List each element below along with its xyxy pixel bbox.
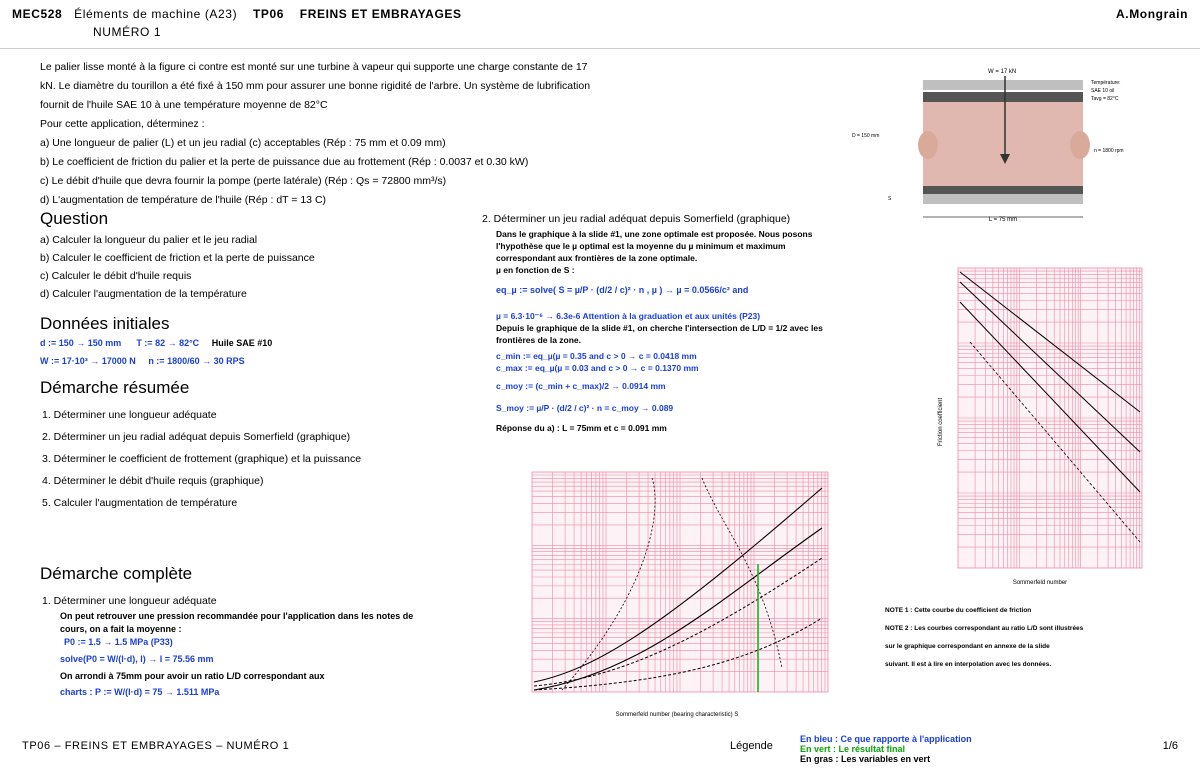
- question-item: a) Calculer la longueur du palier et le jeu radial: [40, 234, 258, 246]
- header-course-line: [12, 7, 462, 21]
- complete-eq2: solve(P0 = W/(l·d), l) → l = 75.56 mm: [60, 654, 214, 664]
- intro-line-2: kN. Le diamètre du tourillon a été fixé à 150 mm pour assurer une bonne rigidité de l'arbre. Un système de lubrification: [40, 80, 591, 92]
- step2-text: correspondant aux frontières de la zone optimale.: [496, 253, 698, 263]
- question-section: [40, 209, 480, 303]
- length-label: L = 75 mm: [988, 217, 1018, 223]
- step2-section: [482, 213, 942, 434]
- course-code: MEC528: [12, 7, 63, 21]
- question-title: Question: [40, 209, 109, 228]
- step2-title: 2. Déterminer un jeu radial adéquat depuis Somerfield (graphique): [482, 213, 791, 225]
- journal-shaft: [923, 102, 1083, 144]
- note: suivant. Il est à lire en interpolation avec les données.: [885, 661, 1052, 668]
- donnees-title: Données initiales: [40, 314, 170, 333]
- legend-blue: En bleu : Ce que rapporte à l'application: [800, 734, 972, 744]
- topic-label: FREINS ET EMBRAYAGES: [299, 7, 462, 21]
- donnees-n: n := 1800/60 → 30 RPS: [148, 356, 245, 366]
- course-title: Éléments de machine (A23): [74, 7, 238, 21]
- question-item: d) Calculer l'augmentation de la température: [40, 288, 247, 300]
- step2-text: Depuis le graphique de la slide #1, on cherche l'intersection de L/D = 1/2 avec les: [496, 323, 823, 333]
- step2-text: µ en fonction de S :: [496, 265, 575, 275]
- resume-step: 4. Déterminer le débit d'huile requis (graphique): [42, 475, 264, 487]
- complete-title: Démarche complète: [40, 564, 193, 583]
- author: A.Mongrain: [1116, 7, 1188, 21]
- notes-block: [885, 602, 1155, 674]
- chart1-xlabel: Sommerfeld number (bearing characteristic) S: [615, 712, 739, 718]
- step2-text: Dans le graphique à la slide #1, une zone optimale est proposée. Nous posons: [496, 229, 813, 239]
- legend-green: En vert : Le résultat final: [800, 744, 906, 754]
- resume-section: [40, 378, 440, 512]
- donnees-t: T := 82 → 82°C: [136, 338, 200, 348]
- intro-line-1: Le palier lisse monté à la figure ci contre est monté sur une turbine à vapeur qui supporte une charge constante de 17: [40, 61, 588, 73]
- resume-step: 3. Déterminer le coefficient de frottement (graphique) et la puissance: [42, 453, 362, 465]
- intro-item: c) Le débit d'huile que devra fournir la pompe (perte latérale) (Rép : Qs = 72800 mm³/s): [40, 175, 447, 187]
- step2-eq-mu: eq_µ := solve( S = µ/P · (d/2 / c)² · n , µ ) → µ = 0.0566/c² and: [496, 285, 749, 295]
- note: sur le graphique correspondant en annexe de la slide: [885, 643, 1050, 650]
- footer-title: TP06 – FREINS ET EMBRAYAGES – NUMÉRO 1: [22, 740, 290, 752]
- step2-cmax: c_max := eq_µ(µ = 0.03 and c > 0 → c = 0.1370 mm: [496, 363, 699, 373]
- bearing-top-bushing: [923, 92, 1083, 102]
- resume-step: 5. Calculer l'augmentation de température: [42, 497, 238, 509]
- legend-block: [800, 734, 972, 764]
- bearing-diagram: [848, 62, 1154, 232]
- complete-eq1: P0 := 1.5 → 1.5 MPa (P33): [64, 637, 173, 647]
- donnees-d: d := 150 → 150 mm: [40, 338, 122, 348]
- step2-smoy: S_moy := µ/P · (d/2 / c)² · n = c_moy → 0.089: [496, 403, 674, 413]
- donnees-w: W := 17·10³ → 17000 N: [40, 356, 136, 366]
- sommerfeld-chart: [522, 468, 830, 726]
- question-item: b) Calculer le coefficient de friction et la perte de puissance: [40, 252, 315, 264]
- complete-step1: 1. Déterminer une longueur adéquate: [42, 595, 217, 607]
- legend-line: SAE 10 oil: [1091, 88, 1115, 94]
- intro-item: b) Le coefficient de friction du palier et la perte de puissance due au frottement (Rép : 0.0037 et 0.30 kW): [40, 156, 529, 168]
- speed-label: n = 1800 rpm: [1094, 148, 1124, 154]
- legend-line: Température:: [1091, 80, 1121, 86]
- bearing-top-housing: [923, 80, 1083, 90]
- chart2-xlabel: Sommerfeld number: [1012, 580, 1068, 586]
- header-divider: [0, 48, 1200, 49]
- step2-text: frontières de la zone.: [496, 335, 582, 345]
- number-label: NUMÉRO 1: [93, 25, 162, 39]
- chart2-ylabel: Friction coefficient: [938, 397, 944, 447]
- intro-line-4: Pour cette application, déterminez :: [40, 118, 205, 130]
- note: NOTE 2 : Les courbes correspondant au ratio L/D sont illustrées: [885, 625, 1084, 632]
- complete-eq3: charts : P := W/(l·d) = 75 → 1.511 MPa: [60, 687, 220, 697]
- note: NOTE 1 : Cette courbe du coefficient de friction: [885, 607, 1032, 614]
- intro-block: [40, 58, 820, 210]
- legend-line: Tavg = 82°C: [1091, 96, 1119, 102]
- intro-line-3: fournit de l'huile SAE 10 à une température moyenne de 82°C: [40, 99, 328, 111]
- resume-title: Démarche résumée: [40, 378, 190, 397]
- donnees-oil: Huile SAE #10: [211, 338, 273, 348]
- diameter-label: D = 150 mm: [852, 133, 880, 139]
- legend-black: En gras : Les variables en vert: [800, 754, 931, 764]
- intro-item: a) Une longueur de palier (L) et un jeu radial (c) acceptables (Rép : 75 mm et 0.09 mm): [40, 137, 446, 149]
- page-number: 1/6: [1162, 740, 1178, 752]
- complete-section: [40, 564, 440, 699]
- step2-text: l'hypothèse que le µ optimal est la moyenne du µ minimum et maximum: [496, 241, 786, 251]
- legend-title: Légende: [730, 740, 773, 752]
- s-label: S: [888, 196, 892, 202]
- donnees-section: [40, 314, 480, 368]
- bearing-bottom-housing: [923, 194, 1083, 204]
- tp-label: TP06: [252, 7, 285, 21]
- step2-response: Réponse du a) : L = 75mm et c = 0.091 mm: [496, 423, 667, 433]
- friction-chart: [930, 262, 1146, 592]
- bearing-bottom-bushing: [923, 186, 1083, 194]
- load-label: W = 17 kN: [988, 69, 1017, 75]
- question-item: c) Calculer le débit d'huile requis: [40, 270, 192, 282]
- step2-cmin: c_min := eq_µ(µ = 0.35 and c > 0 → c = 0.0418 mm: [496, 351, 697, 361]
- resume-step: 2. Déterminer un jeu radial adéquat depuis Somerfield (graphique): [42, 431, 351, 443]
- resume-step: 1. Déterminer une longueur adéquate: [42, 409, 217, 421]
- step2-cmoy: c_moy := (c_min + c_max)/2 → 0.0914 mm: [496, 381, 666, 391]
- complete-text1: On peut retrouver une pression recommandée pour l'application dans les notes de cours, on a fait la moyenne :: [60, 611, 414, 634]
- intro-item: d) L'augmentation de température de l'huile (Rép : dT = 13 C): [40, 194, 327, 206]
- complete-text2: On arrondi à 75mm pour avoir un ratio L/D correspondant aux: [60, 671, 325, 681]
- step2-eq-mu2: µ = 6.3·10⁻⁶ → 6.3e-6 Attention à la graduation et aux unités (P23): [496, 311, 761, 321]
